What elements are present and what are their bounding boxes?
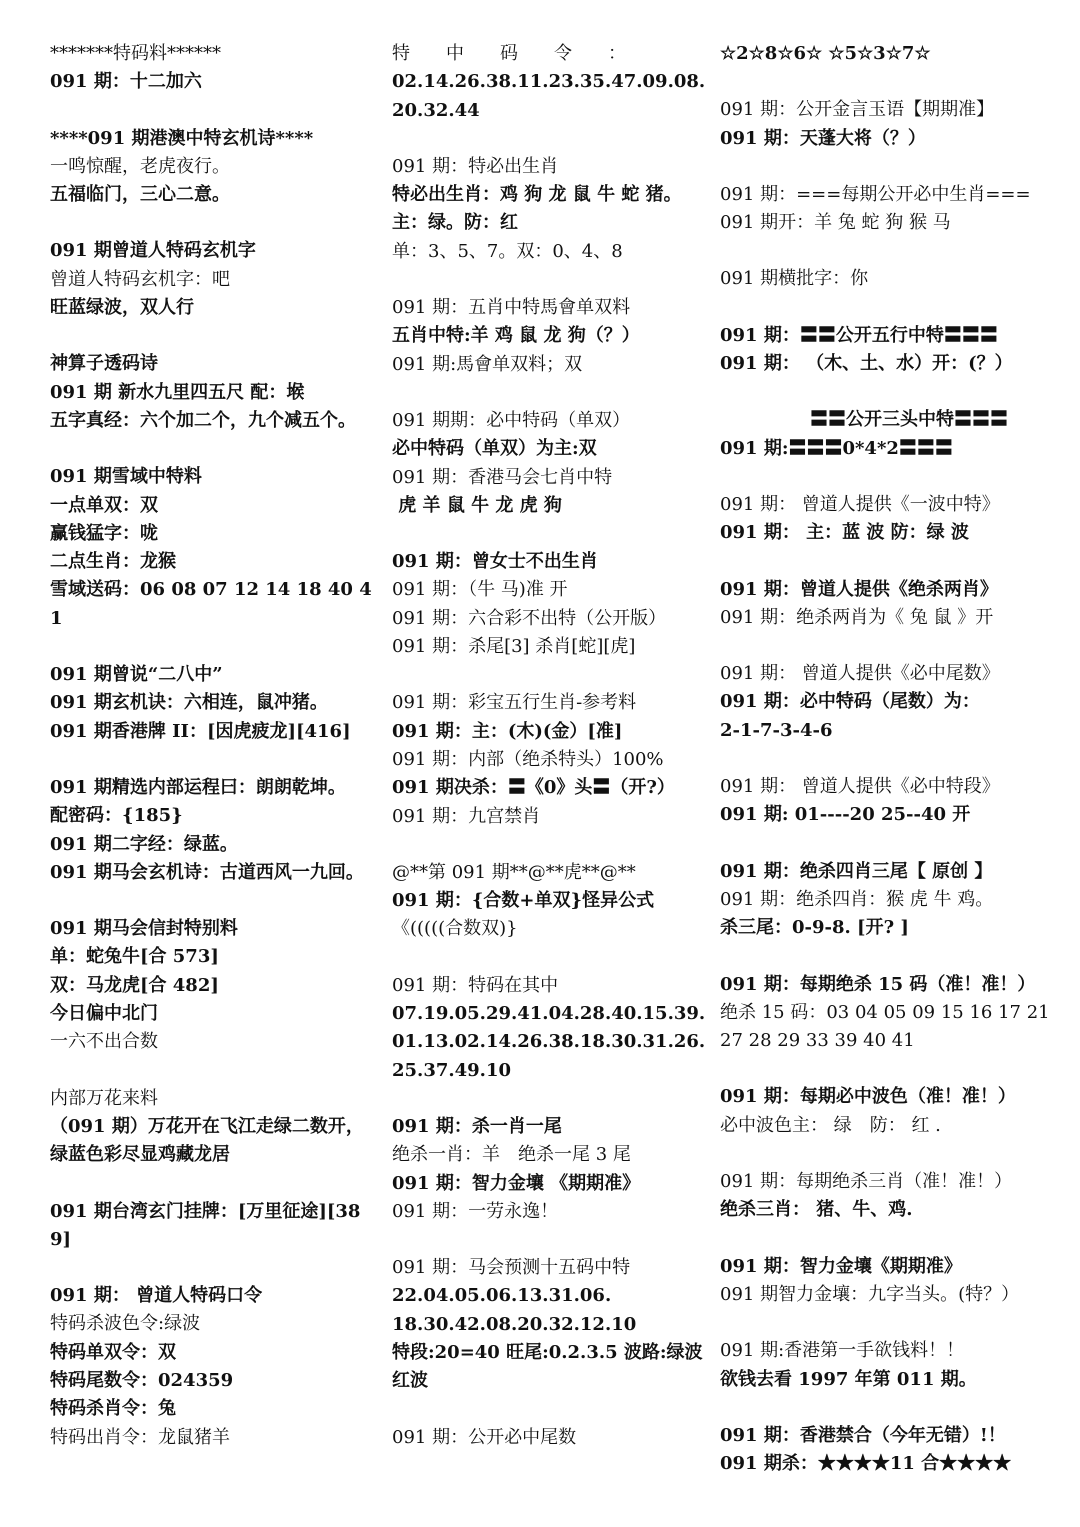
text-line: 双：马龙虎[合 482]: [50, 974, 219, 996]
text-block: [720, 1083, 1050, 1140]
text-block: [50, 125, 380, 210]
text-line: 特段:20=40 旺尾:0.2.3.5 波路:绿波红波: [392, 1341, 703, 1392]
text-line: 一六不出合数: [50, 1031, 158, 1053]
text-line: 091 期：彩宝五行生肖-参考料: [392, 692, 637, 714]
text-line: 五字真经：六个加二个，九个减五个。: [50, 409, 356, 431]
text-line: 091 期：杀一肖一尾: [392, 1115, 562, 1137]
text-line: 单：蛇兔牛[合 573]: [50, 946, 219, 968]
text-line: 091 期：智力金壤 《期期准》: [392, 1172, 641, 1194]
text-block: [50, 915, 380, 1056]
text-line: 091 期：〓〓公开五行中特〓〓〓: [720, 324, 998, 346]
text-block: [50, 774, 380, 887]
text-line: 091 期： 曾道人提供《必中特段》: [720, 776, 1000, 798]
text-line: 02.14.26.38.11.23.35.47.09.08.20.32.44: [392, 71, 706, 121]
text-line: 一鸣惊醒，老虎夜行。: [50, 155, 230, 177]
text-line: 特 中 码 令 ：: [392, 43, 626, 64]
text-line: 091 期：（牛 马)准 开: [392, 579, 568, 601]
text-line: 五肖中特:羊 鸡 鼠 龙 狗（？）: [392, 325, 640, 347]
text-line: 虎 羊 鼠 牛 龙 虎 狗: [392, 494, 562, 516]
text-line: 091 期： 曾道人提供《必中尾数》: [720, 663, 1000, 685]
text-line: 曾道人特码玄机字：吧: [50, 268, 230, 290]
text-block: [720, 1422, 1050, 1479]
text-line: 091 期决杀：〓《0》头〓（开?）: [392, 777, 675, 799]
text-line: 091 期雪域中特料: [50, 466, 202, 488]
text-line: 091 期：马会预测十五码中特: [392, 1257, 631, 1279]
text-line: 二点生肖：龙猴: [50, 551, 176, 573]
text-line: 091 期：曾道人提供《绝杀两肖》: [720, 578, 998, 600]
text-line: 091 期：香港禁合（今年无错）!！: [720, 1424, 1006, 1446]
text-block: [392, 40, 708, 125]
text-line: 091 期：特必出生肖: [392, 155, 559, 177]
text-line: 091 期智力金壤：九字当头。(特？）: [720, 1283, 1020, 1305]
text-line: 《(((((合数双)}: [392, 918, 518, 940]
text-line: 091 期开：羊 兔 蛇 狗 猴 马: [720, 212, 951, 234]
text-block: [392, 548, 708, 661]
text-line: 091 期:香港第一手欲钱料！！: [720, 1340, 965, 1362]
text-line: 特必出生肖：鸡 狗 龙 鼠 牛 蛇 猪。: [392, 184, 682, 206]
text-line: 特码单双令：双: [50, 1341, 176, 1363]
text-line: 杀三尾：0-9-8. [开? ]: [720, 917, 909, 939]
text-line: 091 期：每期绝杀 15 码（准！准！）: [720, 973, 1036, 995]
text-line: 一点单双：双: [50, 494, 158, 516]
text-block: [392, 294, 708, 379]
text-line: 091 期台湾玄门挂牌：[万里征途][389]: [50, 1200, 361, 1250]
text-block: [50, 1282, 380, 1452]
text-line: 绝杀一肖：羊 绝杀一尾 3 尾: [392, 1144, 631, 1166]
text-line: 必中特码（单双）为主:双: [392, 438, 597, 460]
column-right: [720, 40, 1056, 1506]
text-line: 欲钱去看 1997 年第 011 期。: [720, 1368, 977, 1390]
text-line: 091 期：九宫禁肖: [392, 805, 541, 827]
text-block: [720, 96, 1050, 153]
text-line: ****091 期港澳中特玄机诗****: [50, 127, 314, 149]
text-line: 091 期： 曾道人特码口令: [50, 1285, 263, 1307]
text-line: 091 期： （木、土、水）开：(？）: [720, 353, 1013, 375]
text-line: 07.19.05.29.41.04.28.40.15.39.01.13.02.14.26.38.18.30.31.26.25.37.49.10: [392, 1003, 706, 1081]
text-block: [720, 265, 1050, 293]
text-line: 091 期：绝杀两肖为《 兔 鼠 》开: [720, 606, 994, 628]
text-line: 绝杀三肖： 猪、牛、鸡.: [720, 1199, 913, 1221]
text-block: [720, 1337, 1050, 1394]
column-middle: [392, 40, 708, 1480]
text-line: 主：绿。防：红: [392, 212, 518, 234]
text-line: 091 期：===每期公开必中生肖===: [720, 183, 1031, 205]
text-line: 091 期 新水九里四五尺 配：堠: [50, 381, 305, 403]
text-block: [720, 858, 1050, 943]
text-line: 091 期：绝杀四肖三尾【 原创 】: [720, 860, 993, 882]
text-line: 2-1-7-3-4-6: [720, 719, 833, 741]
text-line: 特码杀肖令：兔: [50, 1398, 176, 1420]
text-line: 单：3、5、7。双：0、4、8: [392, 240, 623, 262]
text-line: 091 期精选内部运程曰：朗朗乾坤。: [50, 776, 346, 798]
text-line: 内部万花来料: [50, 1087, 158, 1109]
text-line: 091 期：六合彩不出特（公开版）: [392, 607, 667, 629]
text-block: [720, 181, 1050, 238]
text-line: 091 期马会信封特别料: [50, 918, 238, 940]
text-line: 091 期：每期必中波色（准！准！）: [720, 1086, 1016, 1108]
text-line: 五福临门，三心二意。: [50, 184, 230, 206]
text-block: [392, 689, 708, 830]
text-line: @**第 091 期**@**虎**@**: [392, 861, 636, 883]
text-block: [392, 1424, 708, 1452]
text-line: 091 期曾说“二八中”: [50, 664, 223, 686]
text-line: 091 期：一劳永逸！: [392, 1200, 559, 1222]
text-line: 091 期玄机诀：六相连，鼠冲猪。: [50, 692, 328, 714]
text-block: [392, 972, 708, 1085]
text-line: 091 期： 主：蓝 波 防：绿 波: [720, 522, 969, 544]
text-line: 18.30.42.08.20.32.12.10: [392, 1313, 637, 1335]
text-block: [50, 1085, 380, 1170]
text-block: [50, 40, 380, 97]
text-block: [392, 859, 708, 944]
text-line: 091 期杀：★★★★11 合★★★★: [720, 1453, 1012, 1475]
text-line: 091 期：特码在其中: [392, 974, 559, 996]
text-line: （091 期）万花开在飞江走绿二数开，绿蓝色彩尽显鸡藏龙居: [50, 1115, 364, 1166]
text-line: 雪域送码：06 08 07 12 14 18 40 41: [50, 579, 372, 629]
text-line: 091 期马会玄机诗：古道西风一九回。: [50, 861, 364, 883]
text-line: 绝杀 15 码：03 04 05 09 15 16 17 21 27 28 29 33 39 40 41: [720, 1001, 1056, 1052]
text-line: *******特码料******: [50, 43, 221, 64]
text-line: 091 期：五肖中特馬會单双料: [392, 297, 631, 319]
text-line: 091 期期：必中特码（单双）: [392, 409, 631, 431]
text-block: [392, 153, 708, 266]
text-line: 091 期：香港马会七肖中特: [392, 466, 613, 488]
column-left: [50, 40, 380, 1480]
text-line: 091 期：曾女士不出生肖: [392, 551, 598, 573]
text-line: 091 期:〓〓〓0*4*2〓〓〓: [720, 437, 953, 459]
text-line: 特码尾数令：024359: [50, 1369, 234, 1391]
text-line: 091 期：内部（绝杀特头）100%: [392, 748, 664, 770]
text-block: [720, 491, 1050, 548]
text-line: 赢钱猛字：咙: [50, 522, 158, 544]
text-block: [392, 1113, 708, 1226]
text-line: 091 期：十二加六: [50, 71, 202, 93]
text-block: [720, 576, 1050, 633]
text-block: [720, 971, 1056, 1056]
text-line: 091 期: 01----20 25--40 开: [720, 804, 971, 826]
text-line: 特码杀波色令:绿波: [50, 1313, 201, 1335]
text-line: 〓〓公开三头中特〓〓〓: [720, 409, 1008, 431]
text-line: 091 期： 曾道人提供《一波中特》: [720, 493, 1000, 515]
text-block: [50, 237, 380, 322]
text-line: 特码出肖令：龙鼠猪羊: [50, 1426, 230, 1448]
text-block: [392, 1254, 708, 1395]
text-block: [50, 463, 380, 633]
text-line: 091 期：公开必中尾数: [392, 1426, 577, 1448]
text-block: [720, 40, 1050, 68]
text-block: [50, 350, 380, 435]
text-line: 必中波色主： 绿 防： 红 .: [720, 1114, 941, 1136]
text-line: 神算子透码诗: [50, 353, 158, 375]
text-block: [50, 1198, 380, 1255]
text-line: 旺蓝绿波，双人行: [50, 297, 194, 319]
text-block: [720, 660, 1050, 745]
text-block: [720, 1253, 1050, 1310]
text-line: 091 期香港牌 II：[因虎疲龙][416]: [50, 720, 351, 742]
text-line: 091 期：每期绝杀三肖（准！准！）: [720, 1171, 1013, 1193]
text-line: 今日偏中北门: [50, 1003, 158, 1025]
text-line: 22.04.05.06.13.31.06.: [392, 1285, 612, 1307]
text-line: ☆2☆8☆6☆ ☆5☆3☆7☆: [720, 43, 931, 64]
text-line: 091 期:馬會单双料；双: [392, 353, 583, 375]
text-block: [720, 406, 1050, 463]
text-line: 091 期：主：(木)(金）[准]: [392, 720, 623, 742]
text-line: 091 期：杀尾[3] 杀肖[蛇][虎]: [392, 636, 636, 658]
text-line: 091 期曾道人特码玄机字: [50, 240, 256, 262]
text-block: [720, 322, 1050, 379]
text-line: 091 期：智力金壤《期期准》: [720, 1255, 962, 1277]
text-line: 091 期：公开金言玉语【期期准】: [720, 99, 995, 121]
text-line: 091 期二字经：绿蓝。: [50, 833, 238, 855]
text-block: [720, 773, 1050, 830]
text-line: 配密码：{185}: [50, 805, 183, 827]
text-block: [50, 661, 380, 746]
text-line: 091 期：{合数+单双}怪异公式: [392, 890, 655, 912]
text-block: [720, 1168, 1050, 1225]
text-block: [392, 407, 708, 520]
text-line: 091 期：天蓬大将（？）: [720, 127, 926, 149]
text-line: 091 期：必中特码（尾数）为：: [720, 691, 980, 713]
text-line: 091 期：绝杀四肖：猴 虎 牛 鸡。: [720, 888, 994, 910]
text-line: 091 期横批字：你: [720, 268, 869, 290]
